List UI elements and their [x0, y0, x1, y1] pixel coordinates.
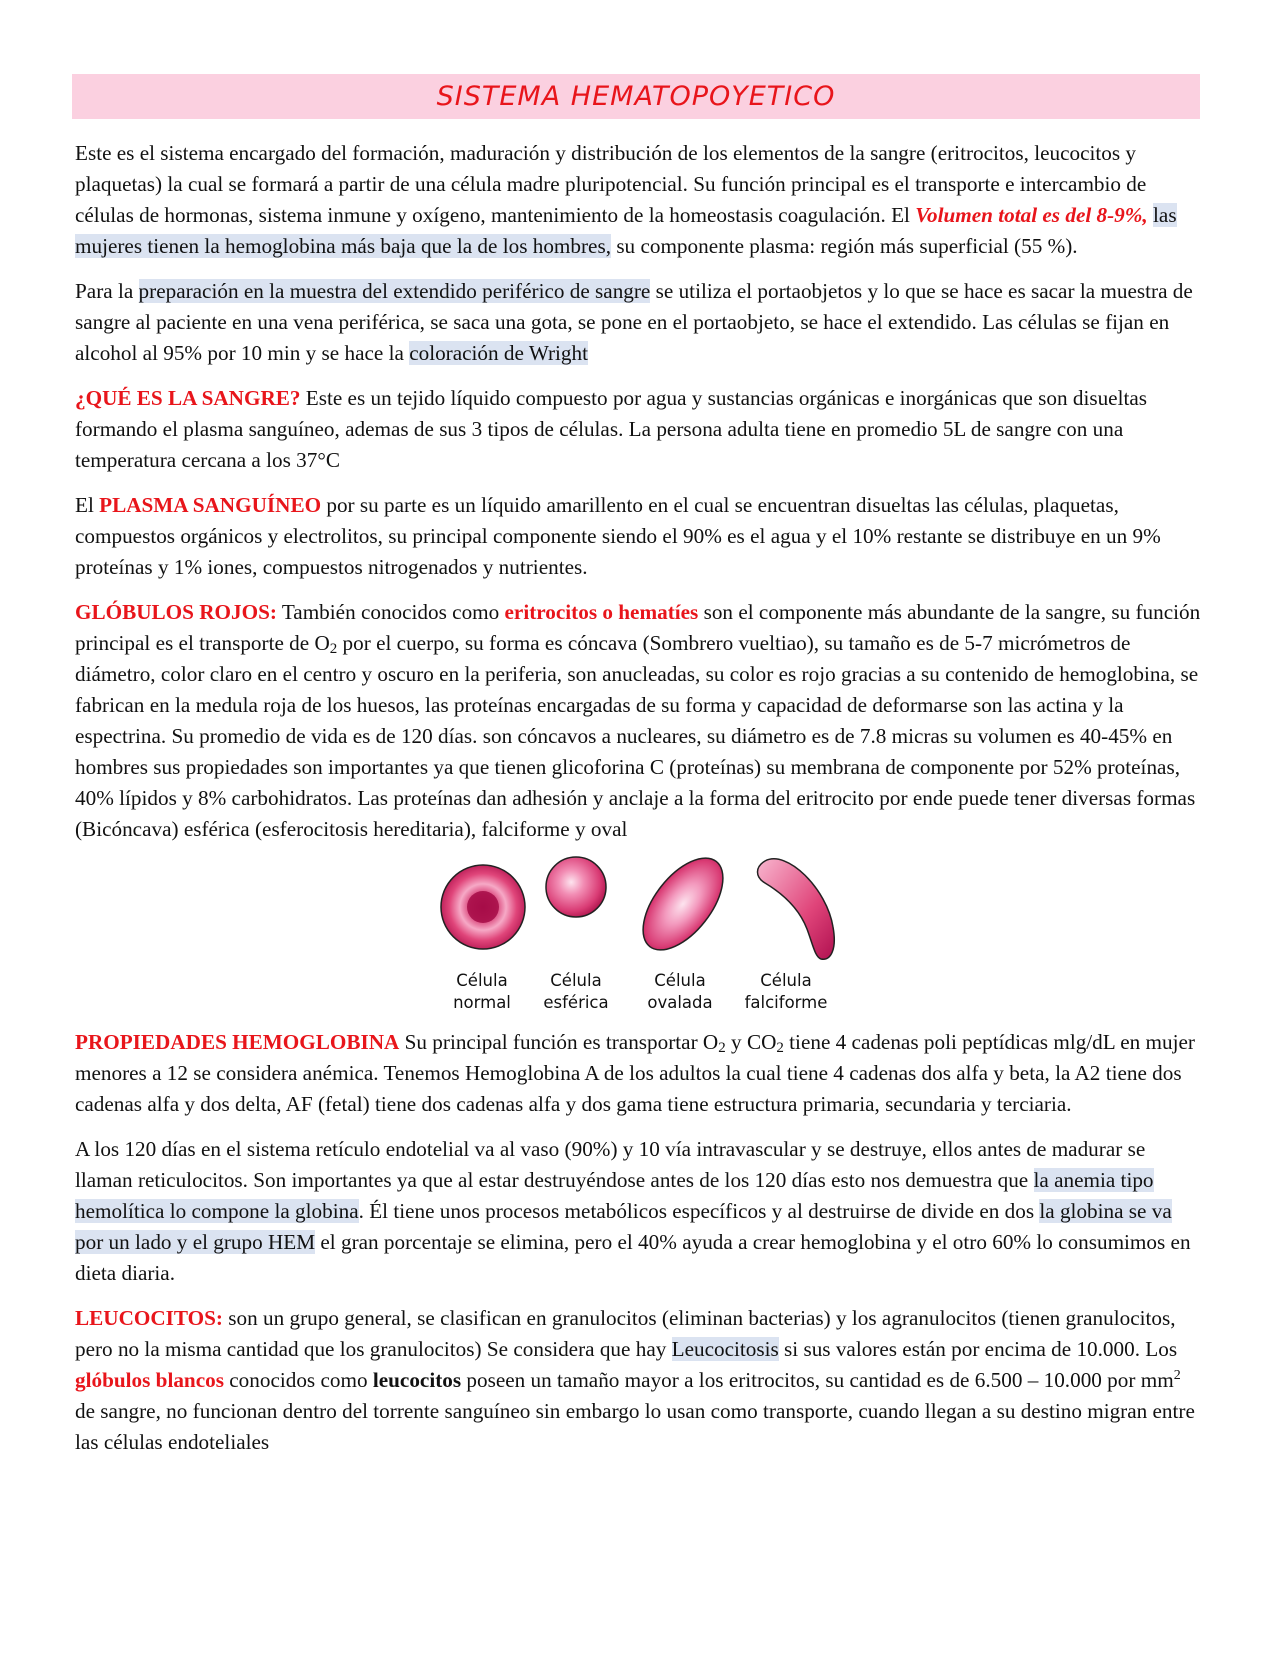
paragraph-hemoglobin — [75, 1027, 1203, 1120]
caption-line: normal — [453, 993, 511, 1012]
text-run: y CO — [725, 1030, 777, 1054]
paragraph-blood — [75, 383, 1203, 476]
caption-line: Célula — [456, 971, 508, 990]
caption-line: Célula — [654, 971, 706, 990]
keyword: eritrocitos o hematíes — [504, 600, 699, 624]
text-run: su componente plasma: región más superficial (55 %). — [611, 234, 1078, 258]
highlighted-text: las mujeres tienen la hemoglobina más baja que la de los hombres, — [75, 203, 1177, 258]
text-run: Este es un tejido líquido compuesto por agua y sustancias orgánicas e inorgánicas que son disueltas formando el plasma sanguíneo, ademas de sus 3 tipos de células. La persona adulta tiene en promedio 5L de sangre con una temperatura cercana a los 37°C — [75, 386, 1148, 472]
paragraph-red-cells — [75, 597, 1203, 845]
text-run: poseen un tamaño mayor a los eritrocitos, su cantidad es de 6.500 – 10.000 por mm — [461, 1368, 1174, 1392]
caption-spherical-cell — [521, 970, 631, 1014]
normal-cell-icon — [441, 865, 525, 949]
text-run: de sangre, no funcionan dentro del torrente sanguíneo sin embargo lo usan como transporte, cuando llegan a su destino migran entre las células endoteliales — [75, 1399, 1195, 1454]
text-run: por su parte es un líquido amarillento en el cual se encuentran disueltas las células, plaquetas, compuestos orgánicos y electrolitos, su principal componente siendo el 90% es el agua y el 10% restante se distribuye en un 9% proteínas y 1% iones, compuestos nitrogenados y nutrientes. — [75, 493, 1161, 579]
caption-line: Célula — [550, 971, 602, 990]
keyword: glóbulos blancos — [75, 1368, 224, 1392]
highlighted-text: preparación en la muestra del extendido periférico de sangre — [138, 279, 651, 303]
section-heading: GLÓBULOS ROJOS: — [75, 600, 277, 624]
paragraph-leukocytes — [75, 1303, 1203, 1458]
superscript: 2 — [1173, 1368, 1181, 1383]
cell-illustration — [435, 849, 855, 971]
caption-line: Célula — [760, 971, 812, 990]
text-run: Para la — [75, 279, 139, 303]
text-run: si sus valores están por encima de 10.000. Los — [778, 1337, 1178, 1361]
caption-line: ovalada — [647, 993, 713, 1012]
spherical-cell-icon — [546, 857, 606, 917]
highlighted-text: la anemia tipo hemolítica lo compone la globina — [75, 1168, 1154, 1223]
subscript: 2 — [776, 1040, 784, 1056]
section-heading: PLASMA SANGUÍNEO — [99, 493, 322, 517]
highlighted-text: Leucocitosis — [671, 1337, 779, 1361]
caption-sickle-cell — [731, 970, 841, 1014]
paragraph-preparation — [75, 276, 1203, 369]
page-title: SISTEMA HEMATOPOYETICO — [436, 81, 836, 112]
caption-line: falciforme — [744, 993, 828, 1012]
text-run: El — [75, 493, 100, 517]
text-run: También conocidos como — [276, 600, 505, 624]
highlighted-text: la globina se va por un lado y el grupo HEM — [75, 1199, 1172, 1254]
red-cell-shapes-figure — [75, 849, 1203, 1021]
subscript: 2 — [329, 641, 338, 657]
paragraph-intro — [75, 138, 1203, 262]
text-run: tiene 4 cadenas poli peptídicas mlg/dL en mujer menores a 12 se considera anémica. Tenemos Hemoglobina A de los adultos la cual tiene 4 cadenas dos alfa y beta, la A2 tiene dos cadenas alfa y dos delta, AF (fetal) tiene dos cadenas alfa y dos gama tiene estructura primaria, secundaria y terciaria. — [75, 1030, 1195, 1116]
subscript: 2 — [718, 1040, 726, 1056]
text-run: conocidos como — [223, 1368, 373, 1392]
text-run: son un grupo general, se clasifican en granulocitos (eliminan bacterias) y los agranulocitos (tienen granulocitos, pero no la misma cantidad que los granulocitos) Se considera que hay — [75, 1306, 1176, 1361]
caption-line: esférica — [543, 993, 609, 1012]
highlighted-text: coloración de Wright — [409, 341, 588, 365]
bold-keyword: leucocitos — [372, 1368, 462, 1392]
section-heading: PROPIEDADES HEMOGLOBINA — [75, 1030, 400, 1054]
text-run: . Él tiene unos procesos metabólicos específicos y al destruirse de divide en dos — [358, 1199, 1040, 1223]
paragraph-destruction — [75, 1134, 1203, 1289]
text-run: se utiliza el portaobjetos y lo que se hace es sacar la muestra de sangre al paciente en una vena periférica, se saca una gota, se pone en el portaobjeto, se hace el extendido. Las células se fijan en alcohol al 95% por 10 min y se hace la — [75, 279, 1193, 365]
text-run: son el componente más abundante de la sangre, su función principal es el transporte de O — [75, 600, 1201, 655]
title-banner — [72, 74, 1200, 119]
text-run: Su principal función es transportar O — [399, 1030, 719, 1054]
text-run: Este es el sistema encargado del formación, maduración y distribución de los elementos de la sangre (eritrocitos, leucocitos y plaquetas) la cual se formará a partir de una célula madre pluripotencial. Su función principal es el transporte e intercambio de células de hormonas, sistema inmune y oxígeno, mantenimiento de la homeostasis coagulación. El — [75, 141, 1147, 227]
section-heading: LEUCOCITOS: — [75, 1306, 223, 1330]
document-body — [75, 138, 1203, 1472]
caption-oval-cell — [625, 970, 735, 1014]
volume-highlight: Volumen total es del 8-9%, — [915, 203, 1148, 227]
text-run: por el cuerpo, su forma es cóncava (Sombrero vueltiao), su tamaño es de 5-7 micrómetros de diámetro, color claro en el centro y oscuro en la periferia, son anucleadas, su color es rojo gracias a su contenido de hemoglobina, se fabrican en la medula roja de los huesos, las proteínas encargadas de su forma y capacidad de deformarse son las actina y la espectrina. Su promedio de vida es de 120 días. son cóncavos a nucleares, su diámetro es de 7.8 micras su volumen es 40-45% en hombres sus propiedades son importantes ya que tienen glicoforina C (proteínas) su membrana de componente por 52% proteínas, 40% lípidos y 8% carbohidratos. Las proteínas dan adhesión y anclaje a la forma del eritrocito por ende puede tener diversas formas (Bicóncava) esférica (esferocitosis hereditaria), falciforme y oval — [75, 631, 1199, 841]
oval-cell-icon — [628, 849, 739, 964]
sickle-cell-icon — [758, 859, 835, 959]
paragraph-plasma — [75, 490, 1203, 583]
text-run: el gran porcentaje se elimina, pero el 40% ayuda a crear hemoglobina y el otro 60% lo consumimos en dieta diaria. — [75, 1230, 1191, 1285]
text-run: A los 120 días en el sistema retículo endotelial va al vaso (90%) y 10 vía intravascular y se destruye, ellos antes de madurar se llaman reticulocitos. Son importantes ya que al estar destruyéndose antes de los 120 días esto nos demuestra que — [75, 1137, 1146, 1192]
section-heading: ¿QUÉ ES LA SANGRE? — [75, 386, 301, 410]
